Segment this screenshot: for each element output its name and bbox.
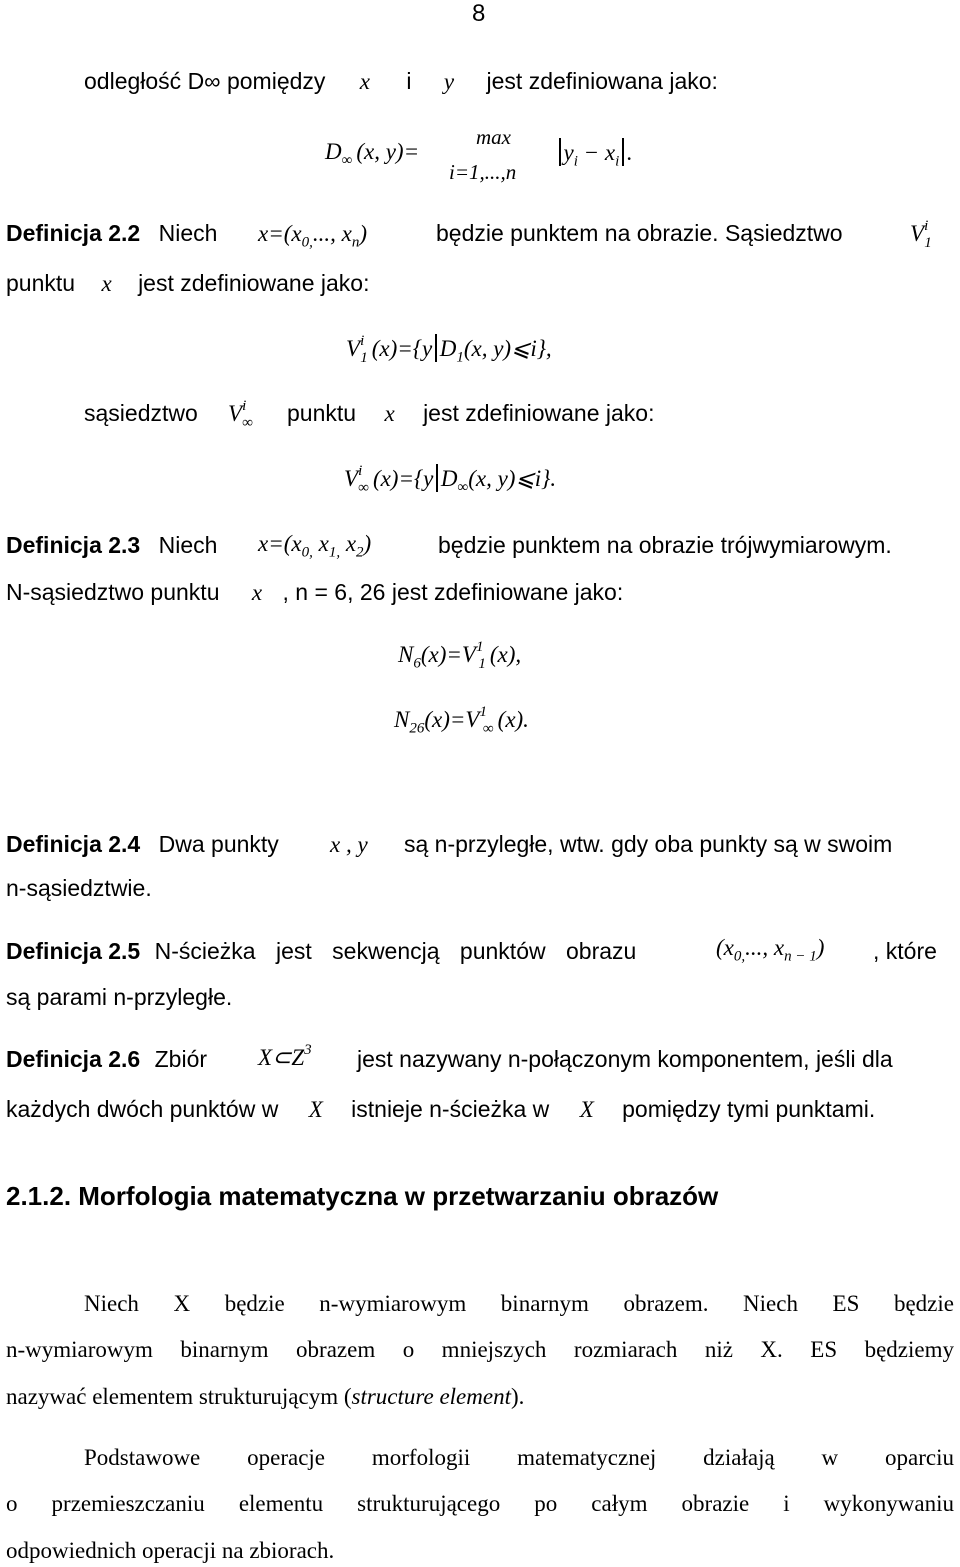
eqvinf-rest1: (x)={y — [372, 466, 434, 491]
def26-l2a: każdych dwóch punktów w — [6, 1096, 279, 1122]
eqvinf-rest2: (x, y)⩽i}. — [468, 466, 557, 491]
para1-l3b: structure element — [351, 1384, 511, 1409]
def25-label: Definicja 2.5 — [6, 938, 141, 964]
eq-abs: $y_i - x_i$ . — [556, 138, 633, 166]
def26-line2 — [6, 1098, 875, 1121]
eqn6-n: N — [398, 642, 414, 667]
def22-v — [910, 218, 936, 251]
eqvinf-v: V — [344, 466, 359, 491]
def26-l2c: pomiędzy tymi punktami. — [622, 1096, 876, 1122]
def26-text: jest nazywany n-połączonym komponentem, jeśli dla — [357, 1046, 893, 1072]
def26-set — [258, 1042, 312, 1070]
def22-niech: Niech — [158, 220, 218, 246]
eq-xi: x — [604, 140, 616, 165]
para1-line3 — [6, 1383, 954, 1411]
eqv1-rest2: (x, y)⩽i}, — [463, 336, 552, 361]
def23-x1: x — [318, 531, 329, 556]
def23-point — [258, 531, 372, 561]
def22-text: będzie punktem na obrazie. Sąsiedztwo — [436, 220, 843, 246]
eqv1-bar — [435, 334, 437, 362]
def25-text: N-ścieżka jest sekwencją punktów obrazu — [154, 938, 637, 964]
page-number: 8 — [472, 0, 486, 27]
eq-yi: y — [563, 140, 574, 165]
equation-v1 — [346, 333, 552, 366]
def22-mid: ... — [312, 221, 331, 246]
eqn6-end: (x), — [489, 642, 522, 667]
equation-n26 — [394, 704, 529, 737]
def24-line2: n-sąsiedztwie. — [6, 875, 152, 901]
para2-line1 — [6, 1444, 954, 1472]
eqv1-rest1: (x)={y — [371, 336, 433, 361]
def23b-line — [6, 581, 623, 604]
abs-right-bar — [622, 138, 624, 166]
eqn6-sub: 6 — [413, 655, 421, 672]
def24-text: są n-przyległe, wtw. gdy oba punkty są w swoim — [404, 831, 893, 857]
eqn26-mid: (x)=V — [424, 707, 480, 732]
eq-range: i=1,...,n — [449, 160, 517, 184]
p-vinf-v — [228, 398, 257, 431]
equation-vinf — [344, 463, 557, 496]
eqn26-sub: 26 — [409, 720, 425, 737]
pvinf-sup: i — [242, 398, 247, 414]
def22-v-sub: 1 — [924, 235, 932, 251]
def24-line — [6, 833, 279, 856]
p-vinf-rest — [287, 402, 654, 425]
eqvinf-d: D — [440, 466, 458, 491]
def25-s0: 0, — [733, 948, 746, 965]
eqv1-sup: i — [360, 333, 365, 349]
abs-left-bar — [559, 138, 561, 166]
def25-mid: ..., x — [745, 935, 785, 960]
def24-xy: x , y — [330, 832, 368, 857]
def25-close: ) — [816, 935, 825, 960]
def25-tuple — [716, 935, 825, 965]
para1-line1 — [6, 1290, 954, 1318]
distance-text: odległość D∞ pomiędzy — [84, 68, 326, 94]
def22b-x: x — [101, 271, 112, 296]
var-y: y — [443, 69, 455, 94]
eqvinf-sup: i — [358, 463, 363, 479]
eqv1-dsub: 1 — [456, 349, 464, 366]
def22-v-sup: i — [924, 218, 929, 234]
def22-label: Definicja 2.2 — [6, 220, 141, 246]
def22-point — [258, 221, 367, 251]
eq-d-sub: ∞ — [341, 152, 353, 169]
def23-niech: Niech — [158, 532, 218, 558]
def23-text: będzie punktem na obrazie trójwymiarowym. — [438, 532, 892, 558]
eqv1-sub: 1 — [360, 350, 368, 366]
def26-set-expr: X⊂Z — [258, 1045, 305, 1070]
def26-l2b: istnieje n-ścieżka w — [351, 1096, 550, 1122]
pvinf-v-letter: V — [228, 401, 243, 426]
def23-s0: 0, — [301, 544, 313, 561]
def26-X2: X — [579, 1097, 594, 1122]
eqvinf-dsub: ∞ — [457, 479, 469, 496]
def24-label: Definicja 2.4 — [6, 831, 141, 857]
eqvinf-sub: ∞ — [358, 480, 369, 496]
eqn26-sup: 1 — [479, 704, 487, 720]
eq-max: max — [476, 125, 511, 149]
eq-yi-sub: i — [573, 153, 578, 170]
eqn6-vsub: 1 — [478, 656, 486, 672]
def26-sup: 3 — [304, 1042, 312, 1058]
eqn26-end: (x). — [497, 707, 529, 732]
eqv1-v: V — [346, 336, 361, 361]
para1-l3c: ). — [510, 1384, 525, 1409]
eqn26-vsub: ∞ — [482, 721, 494, 737]
def25-line2: są parami n-przyległe. — [6, 984, 233, 1010]
def23b-text: , n = 6, 26 jest zdefiniowane jako: — [282, 579, 624, 605]
def23-s2: 2 — [356, 544, 364, 561]
eqv1-d: D — [439, 336, 457, 361]
eq-xi-sub: i — [615, 153, 620, 170]
def26-line — [6, 1048, 207, 1071]
def26-X1: X — [308, 1097, 323, 1122]
def25-tail: , które — [873, 938, 937, 964]
def23-line — [6, 534, 217, 557]
conj-i: i — [406, 68, 412, 94]
def22b-line — [6, 272, 369, 295]
def22-xn: , x — [330, 221, 352, 246]
equation-n6 — [398, 639, 522, 672]
eq-args: (x, y)= — [356, 139, 420, 164]
def25-line — [6, 940, 636, 963]
eqn6-sup: 1 — [475, 639, 483, 655]
def23-label: Definicja 2.3 — [6, 532, 141, 558]
def23b-x: x — [251, 580, 263, 605]
def23-s1: 1, — [328, 544, 341, 561]
text-line-distance — [84, 70, 718, 93]
def22b-punktu: punktu — [6, 270, 76, 296]
def23-close: ) — [363, 531, 372, 556]
p-vinf-lead: sąsiedztwo — [84, 400, 198, 426]
def22-line — [6, 222, 217, 245]
equation-dinf — [325, 139, 420, 169]
distance-rest: jest zdefiniowana jako: — [486, 68, 718, 94]
var-x: x — [359, 69, 371, 94]
eqn6-mid: (x)=V — [420, 642, 476, 667]
def25-tuple-open: (x — [716, 935, 734, 960]
def26-zbior: Zbiór — [154, 1046, 208, 1072]
eqn26-n: N — [394, 707, 410, 732]
def22-xdef: x=(x — [258, 221, 302, 246]
def22-subn: n — [351, 234, 360, 251]
def22-close: ) — [359, 221, 367, 246]
def22b-text: jest zdefiniowane jako: — [138, 270, 370, 296]
def25-sn: n − 1 — [784, 948, 817, 965]
para1-l3a: nazywać elementem strukturującym ( — [6, 1384, 352, 1409]
pvinf-punktu: punktu — [287, 400, 357, 426]
pvinf-x: x — [384, 401, 395, 426]
def22-sub0: 0, — [301, 234, 313, 251]
def22-v-letter: V — [910, 221, 925, 246]
pvinf-sub: ∞ — [242, 415, 253, 431]
def24-lead: Dwa punkty — [158, 831, 279, 857]
def26-label: Definicja 2.6 — [6, 1046, 141, 1072]
para1-line2: n-wymiarowym binarnym obrazem o mniejszych rozmiarach niż X. ES będziemy — [6, 1337, 954, 1362]
def23b-lead: N-sąsiedztwo punktu — [6, 579, 220, 605]
eqvinf-bar — [436, 464, 438, 492]
para2-line3: odpowiednich operacji na zbiorach. — [6, 1538, 335, 1563]
def23-xdef: x=(x — [258, 531, 302, 556]
eq-end: . — [626, 140, 633, 165]
para2-line2: o przemieszczaniu elementu strukturującego po całym obrazie i wykonywaniu — [6, 1491, 954, 1516]
section-heading: 2.1.2. Morfologia matematyczna w przetwarzaniu obrazów — [6, 1181, 719, 1211]
para2-l1-text: Podstawowe operacje morfologii matematycznej działają w oparciu — [84, 1445, 954, 1470]
para1-l1-text: Niech X będzie n-wymiarowym binarnym obrazem. Niech ES będzie — [84, 1291, 954, 1316]
eq-d: D — [325, 139, 342, 164]
pvinf-text: jest zdefiniowane jako: — [423, 400, 655, 426]
def23-x2: x — [345, 531, 357, 556]
